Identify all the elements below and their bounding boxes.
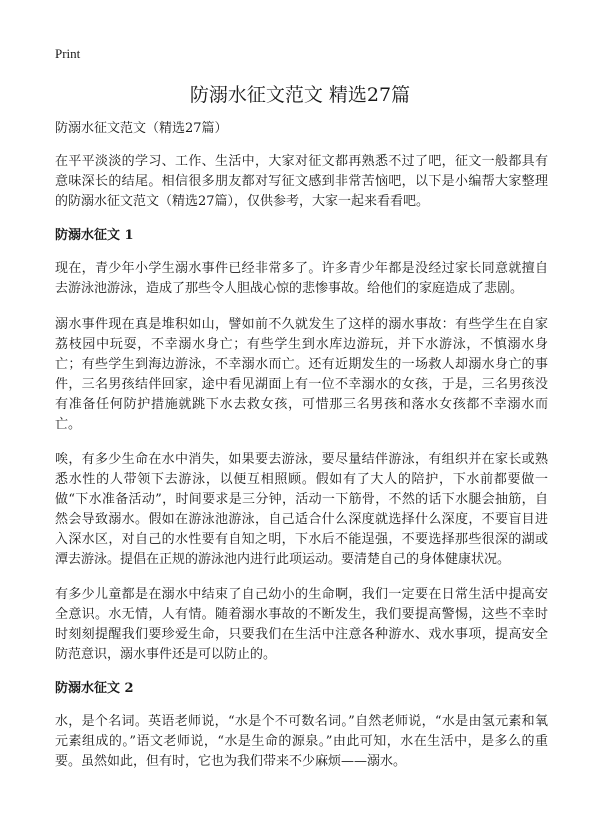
- document-title: 防溺水征文范文 精选27篇: [189, 84, 411, 106]
- essay-section-2: [55, 680, 548, 772]
- section-heading: 防溺水征文 2: [55, 681, 134, 696]
- body-paragraph: 水，是个名词。英语老师说，“水是个不可数名词。”自然老师说，“水是由氢元素和氧元素组成的。”语文老师说，“水是生命的源泉。”由此可知，水在生活中，是多么的重要。虽然如此，但有时，它也为我们带来不少麻烦——溺水。: [55, 714, 548, 769]
- essay-section-1: [55, 227, 548, 665]
- document-body: [55, 120, 548, 787]
- print-label: Print: [55, 46, 81, 61]
- body-paragraph: 唉，有多少生命在水中消失，如果要去游泳，要尽量结伴游泳，有组织并在家长或熟悉水性的人带领下去游泳，以便互相照顾。假如有了大人的陪护，下水前都要做一做“下水准备活动”，时间要求是三分钟，活动一下筋骨，不然的话下水腿会抽筋，自然会导致溺水。假如在游泳池游泳，自己适合什么深度就选择什么深度，不要盲目进入深水区，对自己的水性要有自知之明，下水后不能逞强，不要选择那些很深的湖或潭去游泳。提倡在正规的游泳池内进行此项运动。要清楚自己的身体健康状况。: [55, 452, 548, 567]
- body-paragraph: 溺水事件现在真是堆积如山，譬如前不久就发生了这样的溺水事故：有些学生在自家荔枝园中玩耍，不幸溺水身亡；有些学生到水库边游玩，并下水游泳，不慎溺水身亡；有些学生到海边游泳，不幸溺水而亡。还有近期发生的一场救人却溺水身亡的事件，三名男孩结伴回家，途中看见湖面上有一位不幸溺水的女孩，于是，三名男孩没有准备任何防护措施就跳下水去救女孩，可惜那三名男孩和落水女孩都不幸溺水而亡。: [55, 317, 548, 432]
- intro-paragraph: 在平平淡淡的学习、工作、生活中，大家对征文都再熟悉不过了吧，征文一般都具有意味深长的结尾。相信很多朋友都对写征文感到非常苦恼吧，以下是小编帮大家整理的防溺水征文范文（精选27篇），仅供参考，大家一起来看看吧。: [55, 154, 548, 209]
- body-paragraph: 有多少儿童都是在溺水中结束了自己幼小的生命啊，我们一定要在日常生活中提高安全意识。水无情，人有情。随着溺水事故的不断发生，我们要提高警惕，这些不幸时时刻刻提醒我们要珍爱生命，只要我们在生活中注意各种游水、戏水事项，提高安全防范意识，溺水事件还是可以防止的。: [55, 587, 548, 662]
- section-heading: 防溺水征文 1: [55, 228, 134, 243]
- document-subtitle: 防溺水征文范文（精选27篇）: [55, 121, 228, 136]
- body-paragraph: 现在，青少年小学生溺水事件已经非常多了。许多青少年都是没经过家长同意就擅自去游泳池游泳，造成了那些令人胆战心惊的悲惨事故。给他们的家庭造成了悲剧。: [55, 261, 548, 296]
